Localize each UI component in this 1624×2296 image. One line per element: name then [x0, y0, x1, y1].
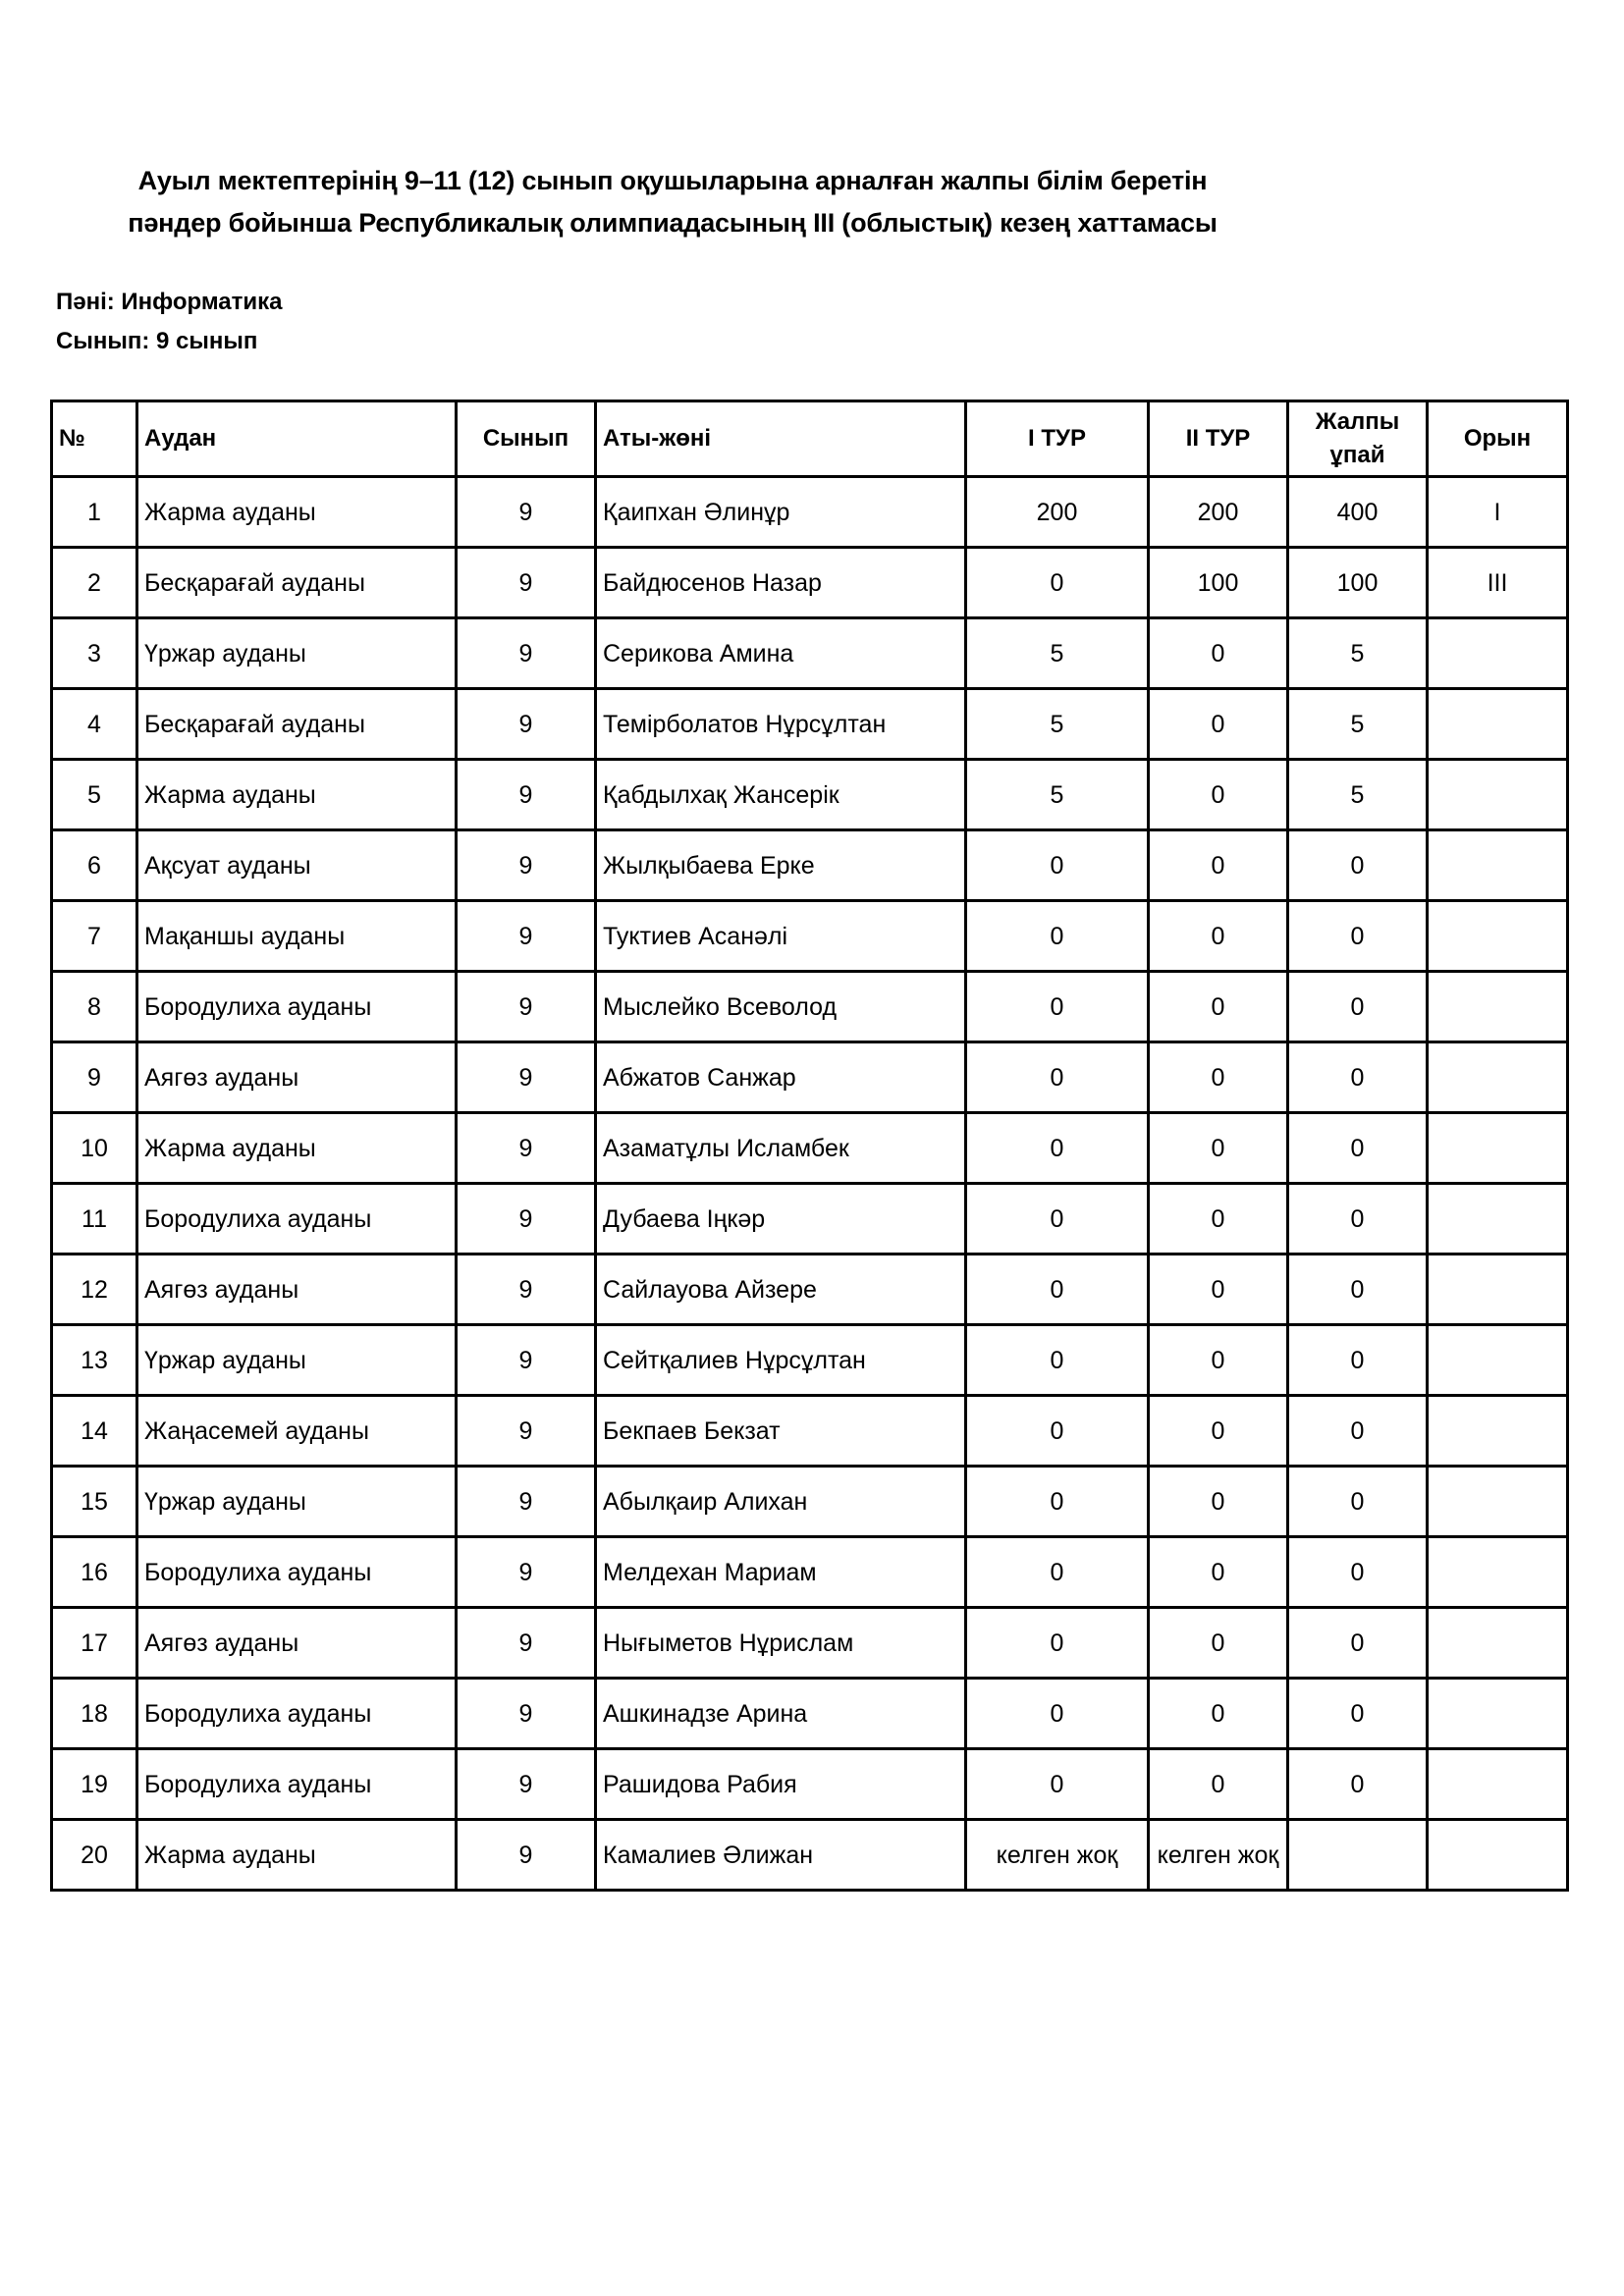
cell-total: 0: [1288, 830, 1428, 901]
cell-tour2: 100: [1149, 548, 1288, 618]
cell-num: 3: [52, 618, 137, 689]
table-row: [52, 1113, 1568, 1184]
cell-tour1: келген жоқ: [966, 1820, 1149, 1891]
cell-district: Жарма ауданы: [137, 1820, 457, 1891]
cell-place: [1428, 1255, 1568, 1325]
cell-total: 5: [1288, 618, 1428, 689]
cell-grade: 9: [457, 1537, 596, 1608]
cell-grade: 9: [457, 760, 596, 830]
cell-name: Ашкинадзе Арина: [596, 1679, 966, 1749]
table-row: [52, 760, 1568, 830]
cell-total: 0: [1288, 1467, 1428, 1537]
cell-name: Бекпаев Бекзат: [596, 1396, 966, 1467]
cell-tour1: 0: [966, 1042, 1149, 1113]
cell-num: 6: [52, 830, 137, 901]
cell-tour2: 0: [1149, 1467, 1288, 1537]
cell-grade: 9: [457, 1608, 596, 1679]
cell-place: [1428, 1042, 1568, 1113]
cell-total: 0: [1288, 1608, 1428, 1679]
cell-tour2: 0: [1149, 1255, 1288, 1325]
cell-tour1: 0: [966, 1679, 1149, 1749]
cell-num: 8: [52, 972, 137, 1042]
cell-place: [1428, 1467, 1568, 1537]
cell-num: 17: [52, 1608, 137, 1679]
cell-tour2: 0: [1149, 1679, 1288, 1749]
cell-place: [1428, 830, 1568, 901]
cell-place: [1428, 1679, 1568, 1749]
cell-tour1: 0: [966, 1325, 1149, 1396]
header-total-line1: Жалпы: [1315, 408, 1400, 435]
cell-num: 5: [52, 760, 137, 830]
cell-grade: 9: [457, 1749, 596, 1820]
cell-grade: 9: [457, 1113, 596, 1184]
cell-total: 100: [1288, 548, 1428, 618]
cell-num: 13: [52, 1325, 137, 1396]
cell-place: [1428, 1537, 1568, 1608]
cell-tour1: 0: [966, 1749, 1149, 1820]
cell-tour1: 0: [966, 901, 1149, 972]
table-row: [52, 548, 1568, 618]
cell-tour1: 0: [966, 548, 1149, 618]
table-row: [52, 1749, 1568, 1820]
cell-num: 2: [52, 548, 137, 618]
cell-num: 16: [52, 1537, 137, 1608]
cell-name: Азаматұлы Исламбек: [596, 1113, 966, 1184]
cell-place: [1428, 1749, 1568, 1820]
header-total-line2: ұпай: [1329, 442, 1385, 468]
cell-tour1: 0: [966, 1467, 1149, 1537]
cell-grade: 9: [457, 901, 596, 972]
header-district: Аудан: [137, 401, 457, 477]
cell-district: Бесқарағай ауданы: [137, 689, 457, 760]
header-place: Орын: [1428, 401, 1568, 477]
cell-district: Бородулиха ауданы: [137, 1679, 457, 1749]
header-name: Аты-жөні: [596, 401, 966, 477]
cell-tour2: 0: [1149, 689, 1288, 760]
title-line-1: Ауыл мектептерінің 9–11 (12) сынып оқушыларына арналған жалпы білім беретін: [137, 166, 1208, 195]
cell-district: Аягөз ауданы: [137, 1608, 457, 1679]
table-header-row: [52, 401, 1568, 477]
cell-place: [1428, 618, 1568, 689]
cell-tour1: 200: [966, 477, 1149, 548]
header-total: [1288, 401, 1428, 477]
results-table: [50, 400, 1569, 1892]
table-row: [52, 1325, 1568, 1396]
cell-place: I: [1428, 477, 1568, 548]
cell-name: Мыслейко Всеволод: [596, 972, 966, 1042]
cell-name: Мелдехан Мариам: [596, 1537, 966, 1608]
cell-tour2: 0: [1149, 618, 1288, 689]
cell-tour2: 0: [1149, 972, 1288, 1042]
cell-grade: 9: [457, 548, 596, 618]
cell-num: 4: [52, 689, 137, 760]
cell-total: 0: [1288, 972, 1428, 1042]
cell-total: 0: [1288, 901, 1428, 972]
cell-tour1: 0: [966, 1113, 1149, 1184]
table-row: [52, 618, 1568, 689]
cell-district: Аягөз ауданы: [137, 1042, 457, 1113]
cell-tour2: 200: [1149, 477, 1288, 548]
document-title: [39, 160, 1306, 244]
cell-grade: 9: [457, 618, 596, 689]
cell-total: 0: [1288, 1255, 1428, 1325]
cell-district: Үржар ауданы: [137, 1325, 457, 1396]
cell-district: Үржар ауданы: [137, 618, 457, 689]
cell-name: Дубаева Іңкәр: [596, 1184, 966, 1255]
cell-num: 10: [52, 1113, 137, 1184]
cell-district: Бородулиха ауданы: [137, 972, 457, 1042]
cell-grade: 9: [457, 1679, 596, 1749]
table-row: [52, 1042, 1568, 1113]
cell-district: Мақаншы ауданы: [137, 901, 457, 972]
cell-tour2: 0: [1149, 1396, 1288, 1467]
cell-name: Жылқыбаева Ерке: [596, 830, 966, 901]
cell-place: [1428, 901, 1568, 972]
cell-total: 0: [1288, 1113, 1428, 1184]
cell-total: 0: [1288, 1396, 1428, 1467]
cell-name: Сейтқалиев Нұрсұлтан: [596, 1325, 966, 1396]
cell-tour1: 5: [966, 760, 1149, 830]
table-row: [52, 972, 1568, 1042]
cell-num: 18: [52, 1679, 137, 1749]
cell-place: [1428, 972, 1568, 1042]
cell-place: [1428, 1113, 1568, 1184]
cell-grade: 9: [457, 972, 596, 1042]
cell-place: III: [1428, 548, 1568, 618]
cell-grade: 9: [457, 1396, 596, 1467]
table-row: [52, 1537, 1568, 1608]
cell-tour2: 0: [1149, 1113, 1288, 1184]
cell-name: Абылқаир Алихан: [596, 1467, 966, 1537]
cell-tour1: 5: [966, 689, 1149, 760]
cell-tour1: 0: [966, 1255, 1149, 1325]
cell-total: 0: [1288, 1325, 1428, 1396]
cell-tour1: 0: [966, 972, 1149, 1042]
header-grade: Сынып: [457, 401, 596, 477]
cell-tour2: 0: [1149, 1184, 1288, 1255]
cell-place: [1428, 1820, 1568, 1891]
cell-district: Үржар ауданы: [137, 1467, 457, 1537]
cell-grade: 9: [457, 477, 596, 548]
table-row: [52, 1467, 1568, 1537]
cell-grade: 9: [457, 1820, 596, 1891]
header-tour1: I ТУР: [966, 401, 1149, 477]
cell-total: 0: [1288, 1679, 1428, 1749]
cell-district: Жарма ауданы: [137, 477, 457, 548]
cell-total: [1288, 1820, 1428, 1891]
cell-place: [1428, 1325, 1568, 1396]
table-row: [52, 1255, 1568, 1325]
cell-name: Нығыметов Нұрислам: [596, 1608, 966, 1679]
cell-name: Сайлауова Айзере: [596, 1255, 966, 1325]
cell-tour2: 0: [1149, 760, 1288, 830]
cell-district: Жаңасемей ауданы: [137, 1396, 457, 1467]
grade-label: Сынып: 9 сынып: [56, 328, 258, 354]
header-tour2: II ТУР: [1149, 401, 1288, 477]
cell-grade: 9: [457, 689, 596, 760]
cell-district: Бесқарағай ауданы: [137, 548, 457, 618]
cell-name: Байдюсенов Назар: [596, 548, 966, 618]
table-row: [52, 1608, 1568, 1679]
table-row: [52, 1679, 1568, 1749]
table-body: [52, 477, 1568, 1891]
cell-num: 7: [52, 901, 137, 972]
cell-num: 12: [52, 1255, 137, 1325]
cell-tour1: 0: [966, 1396, 1149, 1467]
cell-total: 0: [1288, 1042, 1428, 1113]
cell-grade: 9: [457, 1255, 596, 1325]
cell-place: [1428, 1608, 1568, 1679]
cell-district: Аягөз ауданы: [137, 1255, 457, 1325]
cell-tour1: 0: [966, 830, 1149, 901]
cell-name: Темірболатов Нұрсұлтан: [596, 689, 966, 760]
table-row: [52, 1184, 1568, 1255]
cell-tour2: 0: [1149, 1608, 1288, 1679]
cell-tour2: 0: [1149, 1325, 1288, 1396]
cell-total: 5: [1288, 760, 1428, 830]
cell-num: 15: [52, 1467, 137, 1537]
table-row: [52, 477, 1568, 548]
cell-grade: 9: [457, 1184, 596, 1255]
cell-tour2: 0: [1149, 830, 1288, 901]
cell-grade: 9: [457, 830, 596, 901]
table-row: [52, 689, 1568, 760]
cell-grade: 9: [457, 1467, 596, 1537]
cell-num: 14: [52, 1396, 137, 1467]
cell-place: [1428, 760, 1568, 830]
table-row: [52, 1396, 1568, 1467]
cell-tour1: 0: [966, 1608, 1149, 1679]
title-line-2: пәндер бойынша Республикалық олимпиадасының III (облыстық) кезең хаттамасы: [128, 208, 1218, 238]
cell-district: Бородулиха ауданы: [137, 1184, 457, 1255]
cell-tour2: 0: [1149, 1749, 1288, 1820]
table-row: [52, 901, 1568, 972]
cell-district: Ақсуат ауданы: [137, 830, 457, 901]
cell-district: Бородулиха ауданы: [137, 1749, 457, 1820]
cell-grade: 9: [457, 1325, 596, 1396]
table-row: [52, 1820, 1568, 1891]
cell-total: 5: [1288, 689, 1428, 760]
cell-num: 11: [52, 1184, 137, 1255]
cell-total: 0: [1288, 1537, 1428, 1608]
cell-total: 0: [1288, 1749, 1428, 1820]
cell-name: Туктиев Асанәлі: [596, 901, 966, 972]
cell-num: 1: [52, 477, 137, 548]
cell-name: Рашидова Рабия: [596, 1749, 966, 1820]
subject-label: Пәні: Информатика: [56, 289, 283, 315]
cell-num: 19: [52, 1749, 137, 1820]
cell-total: 400: [1288, 477, 1428, 548]
cell-name: Қабдылхақ Жансерік: [596, 760, 966, 830]
cell-name: Серикова Амина: [596, 618, 966, 689]
cell-place: [1428, 689, 1568, 760]
cell-num: 9: [52, 1042, 137, 1113]
cell-tour2: 0: [1149, 1537, 1288, 1608]
cell-place: [1428, 1184, 1568, 1255]
cell-tour2: 0: [1149, 1042, 1288, 1113]
cell-name: Камалиев Әлижан: [596, 1820, 966, 1891]
cell-place: [1428, 1396, 1568, 1467]
table-row: [52, 830, 1568, 901]
cell-num: 20: [52, 1820, 137, 1891]
cell-district: Жарма ауданы: [137, 760, 457, 830]
cell-tour2: 0: [1149, 901, 1288, 972]
cell-grade: 9: [457, 1042, 596, 1113]
cell-tour1: 0: [966, 1184, 1149, 1255]
cell-tour1: 0: [966, 1537, 1149, 1608]
cell-district: Жарма ауданы: [137, 1113, 457, 1184]
cell-tour1: 5: [966, 618, 1149, 689]
header-num: №: [52, 401, 137, 477]
cell-name: Абжатов Санжар: [596, 1042, 966, 1113]
cell-tour2: келген жоқ: [1149, 1820, 1288, 1891]
cell-name: Қаипхан Әлинұр: [596, 477, 966, 548]
cell-total: 0: [1288, 1184, 1428, 1255]
cell-district: Бородулиха ауданы: [137, 1537, 457, 1608]
